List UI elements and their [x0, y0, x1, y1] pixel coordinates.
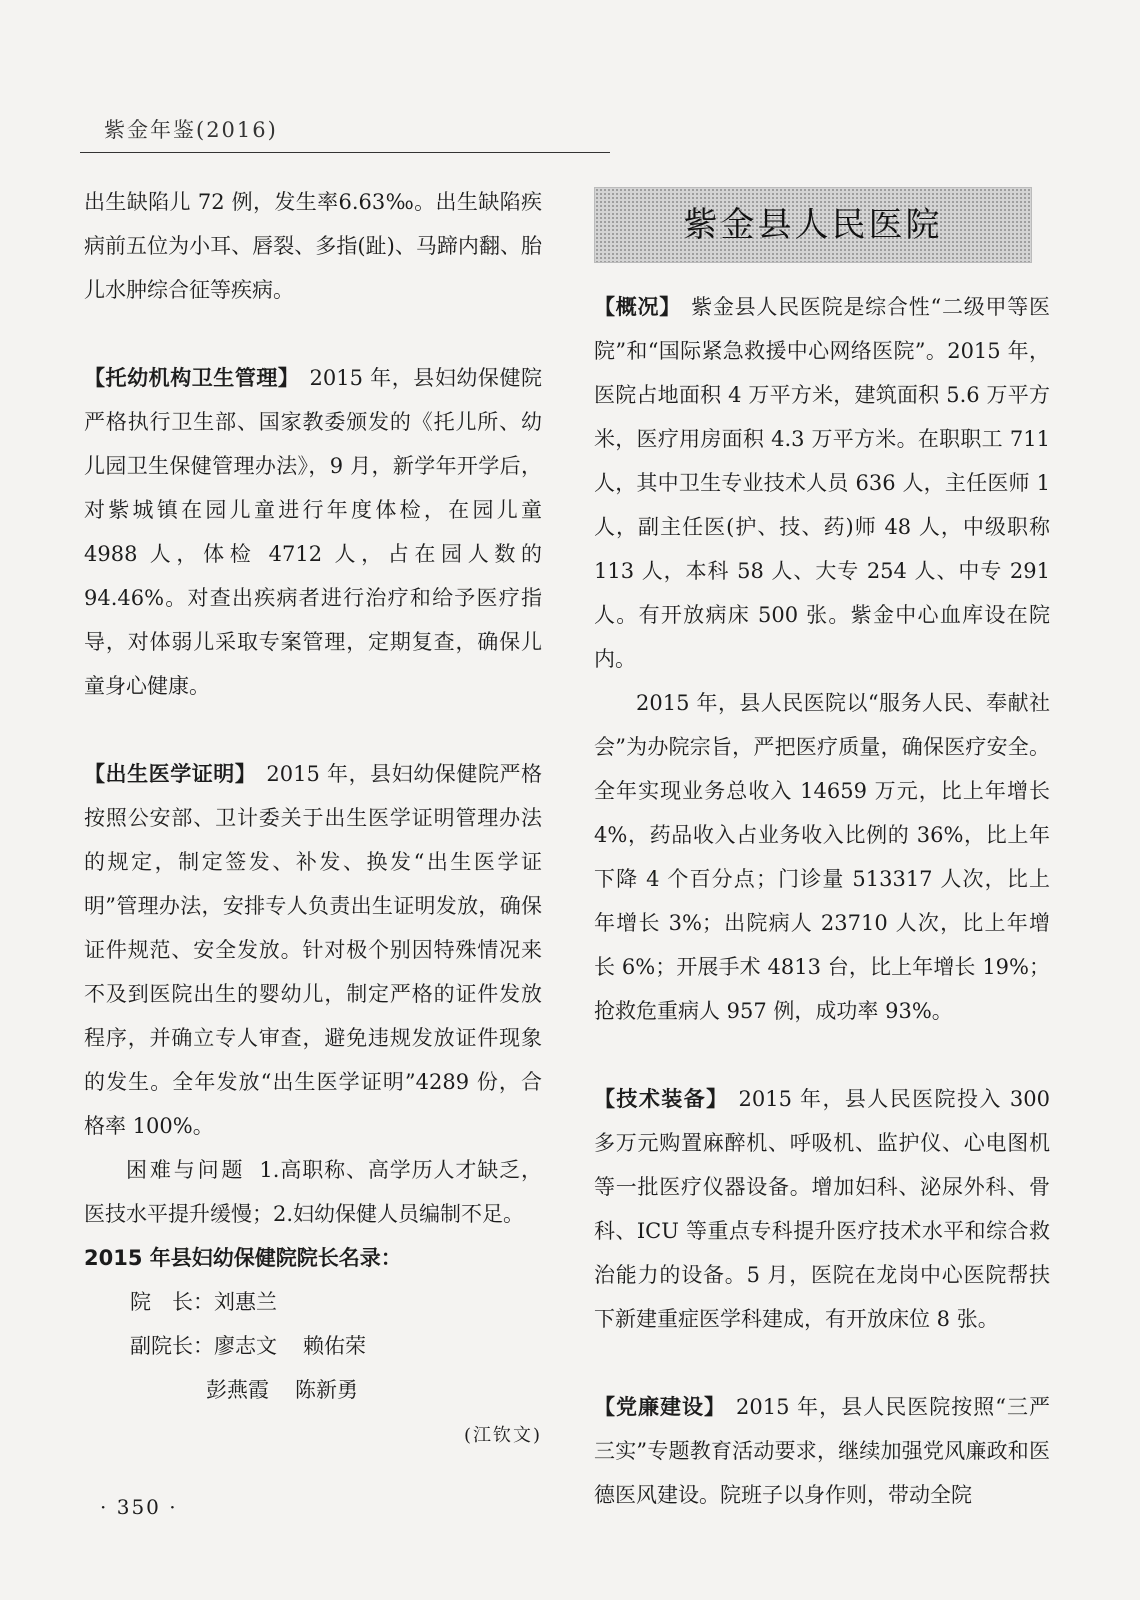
- section-birth-certificate: [84, 752, 542, 1148]
- continued-paragraph: 出生缺陷儿 72 例，发生率6.63‰。出生缺陷疾病前五位为小耳、唇裂、多指(趾)、马蹄内翻、胎儿水肿综合征等疾病。: [84, 190, 542, 302]
- deputy-line-1: [84, 1324, 542, 1368]
- issues-text: 1.高职称、高学历人才缺乏，医技水平提升缓慢；2.妇幼保健人员编制不足。: [84, 1158, 542, 1226]
- section-label: 【党廉建设】: [594, 1395, 727, 1419]
- article-title-box: [594, 187, 1032, 263]
- right-column: [594, 187, 1050, 1517]
- section-equipment: [594, 1077, 1050, 1341]
- section-label: 【托幼机构卫生管理】: [84, 366, 300, 390]
- page-number: · 350 ·: [100, 1495, 178, 1519]
- director-line: [84, 1280, 542, 1324]
- running-head: 紫金年鉴(2016): [104, 118, 278, 142]
- section-label: 【出生医学证明】: [84, 762, 257, 786]
- section-text: 2015 年，县妇幼保健院严格按照公安部、卫计委关于出生医学证明管理办法的规定，制定签发、补发、换发“出生医学证明”管理办法，安排专人负责出生证明发放，确保证件规范、安全发放。针对极个别因特殊情况来不及到医院出生的婴幼儿，制定严格的证件发放程序，并确立专人审查，避免违规发放证件现象的发生。全年发放“出生医学证明”4289 份，合格率 100%。: [84, 762, 542, 1138]
- leaders-heading: 2015 年县妇幼保健院院长名录：: [84, 1246, 402, 1270]
- deputy-line-2: [84, 1368, 542, 1412]
- director-name: 刘惠兰: [214, 1290, 277, 1314]
- section-overview: [594, 285, 1050, 681]
- deputy-name: 陈新勇: [295, 1378, 358, 1402]
- section-party-building: [594, 1385, 1050, 1517]
- section-kindergarten-health: [84, 356, 542, 708]
- section-text: 2015 年，县妇幼保健院严格执行卫生部、国家教委颁发的《托儿所、幼儿园卫生保健管理办法》，9 月，新学年开学后，对紫城镇在园儿童进行年度体检，在园儿童 4988 人，体检 4712 人，占在园人数的94.46%。对查出疾病者进行治疗和给予医疗指导，对体弱儿采取专案管理，定期复查，确保儿童身心健康。: [84, 366, 543, 698]
- section-label: 【概况】: [594, 295, 682, 319]
- header-rule: [80, 152, 610, 153]
- issues-paragraph: [84, 1148, 542, 1236]
- section-text: 紫金县人民医院是综合性“二级甲等医院”和“国际紧急救援中心网络医院”。2015 年，医院占地面积 4 万平方米，建筑面积 5.6 万平方米，医疗用房面积 4.3 万平方米。在职职工 711 人，其中卫生专业技术人员 636 人，主任医师 1 人，副主任医(护、技、药)师 48 人，中级职称 113 人，本科 58 人、大专 254 人、中专 291 人。有开放病床 500 张。紫金中心血库设在院内。: [594, 295, 1051, 671]
- section-label: 【技术装备】: [594, 1087, 729, 1111]
- deputy-name: 彭燕霞: [206, 1378, 269, 1402]
- article-title: 紫金县人民医院: [683, 205, 943, 245]
- overview-paragraph-2: 2015 年，县人民医院以“服务人民、奉献社会”为办院宗旨，严把医疗质量，确保医疗安全。全年实现业务总收入 14659 万元，比上年增长 4%，药品收入占业务收入比例的 36%，比上年下降 4 个百分点；门诊量 513317 人次，比上年增长 3%；出院病人 23710 人次，比上年增长 6%；开展手术 4813 台，比上年增长 19%；抢救危重病人 957 例，成功率 93%。: [594, 691, 1050, 1023]
- left-column: [84, 180, 542, 1458]
- deputy-name: 赖佑荣: [303, 1334, 366, 1358]
- author-credit: (江钦文): [463, 1425, 542, 1446]
- issues-prefix: 困难与问题: [126, 1158, 246, 1182]
- section-text: 2015 年，县人民医院投入 300 多万元购置麻醉机、呼吸机、监护仪、心电图机等一批医疗仪器设备。增加妇科、泌尿外科、骨科、ICU 等重点专科提升医疗技术水平和综合救治能力的设备。5 月，医院在龙岗中心医院帮扶下新建重症医学科建成，有开放床位 8 张。: [594, 1087, 1050, 1331]
- section-text: 2015 年，县人民医院按照“三严三实”专题教育活动要求，继续加强党风廉政和医德医风建设。院班子以身作则，带动全院: [594, 1395, 1050, 1507]
- deputy-role: 副院长：: [130, 1334, 214, 1358]
- director-role: 院 长：: [130, 1290, 214, 1314]
- deputy-name: 廖志文: [214, 1334, 277, 1358]
